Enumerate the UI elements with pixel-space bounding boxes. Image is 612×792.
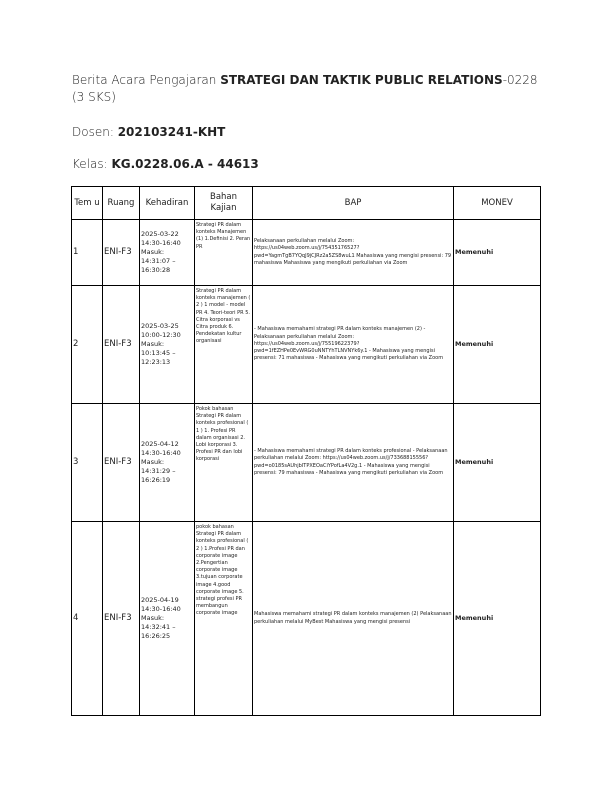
class-label: Kelas: — [72, 157, 112, 171]
attendance-cell: 2025-03-25 10:00-12:30 Masuk: 10:13:45 – 12:23:13 — [140, 286, 195, 404]
title-prefix: Berita Acara Pengajaran — [72, 73, 221, 87]
monev-cell: Memenuhi — [454, 286, 541, 404]
meeting-number: 4 — [72, 522, 103, 716]
col-header-bap: BAP — [253, 187, 454, 220]
course-name: STRATEGI DAN TAKTIK PUBLIC RELATIONS — [220, 73, 503, 87]
material-cell: Strategi PR dalam konteks Manajemen (1) 1.Definisi 2. Peran PR — [195, 220, 253, 286]
meeting-number: 2 — [72, 286, 103, 404]
lecturer-label: Dosen: — [72, 125, 118, 139]
attendance-cell: 2025-04-19 14:30-16:40 Masuk: 14:32:41 – 16:26:25 — [140, 522, 195, 716]
bap-cell: - Mahasiswa memahami strategi PR dalam konteks profesional - Pelaksanaan perkuliahan melalui Zoom: https://us04web.zoom.us/j/73368815556?pwd=o0185sAUhjbITPXEOaCiYPofLa4V2g.1 - Mahasiswa yang mengisi presensi: 79 mahasiswa - Mahasiswa yang mengikuti perkuliahan via Zoom — [253, 404, 454, 522]
table-header-row — [72, 187, 541, 220]
attendance-cell: 2025-03-22 14:30-16:40 Masuk: 14:31:07 – 16:30:28 — [140, 220, 195, 286]
monev-cell: Memenuhi — [454, 522, 541, 716]
monev-cell: Memenuhi — [454, 404, 541, 522]
teaching-record-table — [71, 186, 541, 716]
class-line — [72, 156, 259, 173]
room-cell: ENI-F3 — [103, 522, 140, 716]
attendance-cell: 2025-04-12 14:30-16:40 Masuk: 14:31:29 – 16:26:19 — [140, 404, 195, 522]
room-cell: ENI-F3 — [103, 286, 140, 404]
col-header-material: Bahan Kajian — [195, 187, 253, 220]
room-cell: ENI-F3 — [103, 220, 140, 286]
bap-cell: Mahasiswa memahami strategi PR dalam konteks manajemen (2) Pelaksanaan perkuliahan melalui MyBest Mahasiswa yang mengisi presensi — [253, 522, 454, 716]
room-cell: ENI-F3 — [103, 404, 140, 522]
bap-cell: Pelaksanaan perkuliahan melalui Zoom: https://us04web.zoom.us/j/75435176527?pwd=YagmTgB7YQqJ9jCJRz2a5ZS8wuL1 Mahasiswa yang mengisi presensi: 79 mahasiswa Mahasiswa yang mengikuti perkuliahan via Zoom — [253, 220, 454, 286]
meeting-number: 3 — [72, 404, 103, 522]
bap-cell: - Mahasiswa memahami strategi PR dalam konteks manajemen (2) - Pelaksanaan perkuliahan melalui Zoom: https://us04web.zoom.us/j/75519622379?pwd=1fEZHPe0EvWRG0uNNTYhTLNVNYk6y.1 - Mahasiswa yang mengisi presensi: 71 mahasiswa - Mahasiswa yang mengikuti perkuliahan via Zoom — [253, 286, 454, 404]
lecturer-id: 202103241-KHT — [117, 125, 226, 139]
table-row — [72, 404, 541, 522]
material-cell: Pokok bahasan Strategi PR dalam konteks profesional ( 1 ) 1. Profesi PR dalam organisasi 2. Lobi korporasi 3. Profesi PR dan lobi korporasi — [195, 404, 253, 522]
document-title — [72, 72, 542, 106]
meeting-number: 1 — [72, 220, 103, 286]
col-header-attendance: Kehadiran — [140, 187, 195, 220]
table-row — [72, 286, 541, 404]
col-header-meeting: Tem u — [72, 187, 103, 220]
class-id: KG.0228.06.A - 44613 — [111, 157, 259, 171]
table-row — [72, 220, 541, 286]
lecturer-line — [72, 124, 225, 141]
course-code: -0228 (3 SKS) — [72, 73, 538, 104]
col-header-room: Ruang — [103, 187, 140, 220]
col-header-monev: MONEV — [454, 187, 541, 220]
material-cell: pokok bahasan Strategi PR dalam konteks profesional ( 2 ) 1.Profesi PR dan corporate image 2.Pengertian corporate image 3.tujuan corporate image 4.good corporate image 5. strategi profesi PR membangun corporate image — [195, 522, 253, 716]
monev-cell: Memenuhi — [454, 220, 541, 286]
material-cell: Strategi PR dalam konteks manajemen ( 2 ) 1 model - model PR 4. Teori-teori PR 5. Citra korporasi vs Citra produk 6. Pendekatan kultur organisasi — [195, 286, 253, 404]
table-row — [72, 522, 541, 716]
